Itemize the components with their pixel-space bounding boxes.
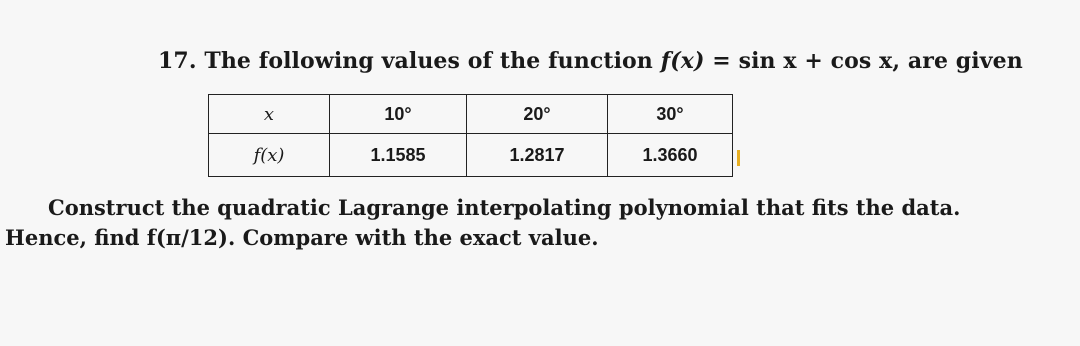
question-tail: are given bbox=[907, 48, 1023, 74]
equals-sign: = bbox=[712, 48, 731, 74]
function-name: f(x) bbox=[660, 48, 705, 74]
table-header-value: 20° bbox=[467, 95, 608, 134]
data-table bbox=[208, 94, 733, 177]
highlighter-mark bbox=[737, 150, 740, 166]
table-header-value: 30° bbox=[608, 95, 733, 134]
instruction-suffix: . Compare with the exact value. bbox=[227, 225, 599, 250]
table-cell-value: 1.3660 bbox=[608, 134, 733, 177]
instruction-line-1: Construct the quadratic Lagrange interpolating polynomial that fits the data. bbox=[48, 195, 961, 220]
question-number: 17. bbox=[158, 48, 197, 74]
instruction-expression: f(π/12) bbox=[146, 225, 228, 250]
question-intro: The following values of the function bbox=[204, 48, 653, 74]
table-row-label: f(x) bbox=[209, 134, 330, 177]
instruction-prefix: Hence, find bbox=[5, 225, 140, 250]
instruction-line-2 bbox=[5, 225, 599, 250]
table-header-value: 10° bbox=[330, 95, 467, 134]
table-cell-value: 1.2817 bbox=[467, 134, 608, 177]
function-definition: sin x + cos x, bbox=[738, 48, 901, 74]
table-header-label: x bbox=[209, 95, 330, 134]
table-row-fx bbox=[209, 134, 733, 177]
table-row-x bbox=[209, 95, 733, 134]
table-cell-value: 1.1585 bbox=[330, 134, 467, 177]
question-heading bbox=[158, 48, 1023, 74]
